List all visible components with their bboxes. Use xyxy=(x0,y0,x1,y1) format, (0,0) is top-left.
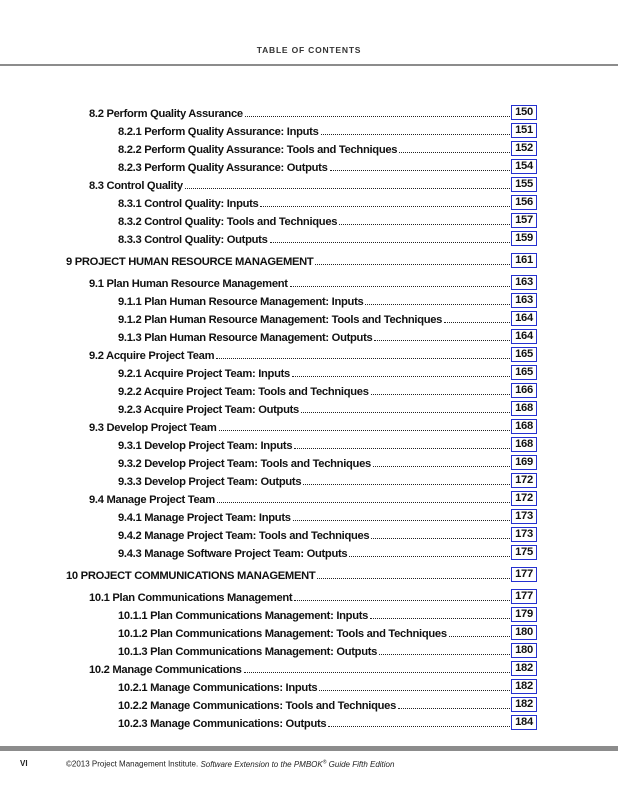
toc-entry[interactable] xyxy=(118,382,537,398)
toc-leader-dots xyxy=(294,448,510,449)
toc-entry[interactable] xyxy=(118,364,537,380)
toc-entry[interactable] xyxy=(66,252,537,268)
toc-page-link[interactable]: 173 xyxy=(511,509,537,524)
toc-leader-dots xyxy=(301,412,510,413)
toc-entry[interactable] xyxy=(118,328,537,344)
toc-leader-dots xyxy=(260,206,510,207)
toc-leader-dots xyxy=(245,116,510,117)
toc-entry-label: 8.2 Perform Quality Assurance xyxy=(89,108,243,120)
footer-copyright xyxy=(66,759,394,769)
toc-leader-dots xyxy=(185,188,510,189)
toc-entry[interactable] xyxy=(118,526,537,542)
toc-page-link[interactable]: 168 xyxy=(511,437,537,452)
toc-page-link[interactable]: 155 xyxy=(511,177,537,192)
toc-page-link[interactable]: 164 xyxy=(511,329,537,344)
toc-entry[interactable] xyxy=(89,660,537,676)
toc-leader-dots xyxy=(398,708,510,709)
toc-leader-dots xyxy=(371,538,510,539)
toc-page-link[interactable]: 159 xyxy=(511,231,537,246)
toc-entry-label: 9.3.2 Develop Project Team: Tools and Techniques xyxy=(118,458,371,470)
toc-entry-label: 9.2 Acquire Project Team xyxy=(89,350,215,362)
toc-leader-dots xyxy=(379,654,510,655)
toc-entry-label: 10.1 Plan Communications Management xyxy=(89,592,293,604)
toc-entry-label: 8.2.3 Perform Quality Assurance: Outputs xyxy=(118,162,328,174)
toc-entry-label: 9.3 Develop Project Team xyxy=(89,422,217,434)
toc-entry-label: 10.2.3 Manage Communications: Outputs xyxy=(118,718,327,730)
toc-entry-label: 9.1 Plan Human Resource Management xyxy=(89,278,288,290)
toc-entry[interactable] xyxy=(118,508,537,524)
toc-entry[interactable] xyxy=(118,678,537,694)
toc-leader-dots xyxy=(293,520,510,521)
toc-entry[interactable] xyxy=(118,122,537,138)
toc-leader-dots xyxy=(330,170,510,171)
toc-page-link[interactable]: 154 xyxy=(511,159,537,174)
toc-leader-dots xyxy=(244,672,510,673)
toc-entry-label: 8.2.2 Perform Quality Assurance: Tools and Techniques xyxy=(118,144,398,156)
toc-leader-dots xyxy=(370,618,510,619)
toc-leader-dots xyxy=(216,358,510,359)
toc-page-link[interactable]: 182 xyxy=(511,679,537,694)
toc-page-link[interactable]: 152 xyxy=(511,141,537,156)
toc-entry-label: 9.2.3 Acquire Project Team: Outputs xyxy=(118,404,299,416)
toc-entry-label: 9.1.2 Plan Human Resource Management: Tools and Techniques xyxy=(118,314,443,326)
toc-entry[interactable] xyxy=(118,194,537,210)
toc-entry-label: 10.1.1 Plan Communications Management: Inputs xyxy=(118,610,369,622)
toc-entry-label: 9 PROJECT HUMAN RESOURCE MANAGEMENT xyxy=(66,256,314,268)
toc-entry[interactable] xyxy=(118,212,537,228)
toc-page-link[interactable]: 169 xyxy=(511,455,537,470)
toc-entry[interactable] xyxy=(118,454,537,470)
toc-entry-label: 8.3.3 Control Quality: Outputs xyxy=(118,234,268,246)
toc-leader-dots xyxy=(328,726,510,727)
toc-leader-dots xyxy=(321,134,510,135)
toc-entry[interactable] xyxy=(89,274,537,290)
toc-page-link[interactable]: 165 xyxy=(511,347,537,362)
toc-entry[interactable] xyxy=(118,292,537,308)
toc-page-link[interactable]: 168 xyxy=(511,401,537,416)
toc-page-link[interactable]: 166 xyxy=(511,383,537,398)
toc-page-link[interactable]: 164 xyxy=(511,311,537,326)
toc-page-link[interactable]: 184 xyxy=(511,715,537,730)
toc-entry-label: 8.3.1 Control Quality: Inputs xyxy=(118,198,259,210)
toc-leader-dots xyxy=(315,264,510,265)
toc-entry-label: 8.3 Control Quality xyxy=(89,180,183,192)
registered-mark: ® xyxy=(322,759,327,765)
header-divider xyxy=(0,64,618,66)
toc-entry[interactable] xyxy=(118,400,537,416)
toc-leader-dots xyxy=(374,340,510,341)
toc-page-link[interactable]: 182 xyxy=(511,697,537,712)
toc-entry-label: 9.4.3 Manage Software Project Team: Outputs xyxy=(118,548,348,560)
toc-leader-dots xyxy=(449,636,510,637)
footer-book-title: Software Extension to the PMBOK® Guide Fifth Edition xyxy=(200,759,395,769)
toc-entry[interactable] xyxy=(89,490,537,506)
toc-page-link[interactable]: 173 xyxy=(511,527,537,542)
toc-entry[interactable] xyxy=(118,714,537,730)
toc-page-link[interactable]: 179 xyxy=(511,607,537,622)
toc-page-link[interactable]: 157 xyxy=(511,213,537,228)
toc-leader-dots xyxy=(373,466,510,467)
toc-leader-dots xyxy=(294,600,510,601)
toc-leader-dots xyxy=(339,224,510,225)
toc-entry-label: 9.2.1 Acquire Project Team: Inputs xyxy=(118,368,290,380)
toc-page-link[interactable]: 151 xyxy=(511,123,537,138)
footer-page-number: VI xyxy=(20,759,28,768)
toc-entry[interactable] xyxy=(118,606,537,622)
toc-entry[interactable] xyxy=(118,140,537,156)
toc-page-link[interactable]: 180 xyxy=(511,643,537,658)
toc-entry-label: 10.2.1 Manage Communications: Inputs xyxy=(118,682,318,694)
toc-entry-label: 8.3.2 Control Quality: Tools and Techniques xyxy=(118,216,338,228)
toc-leader-dots xyxy=(292,376,510,377)
toc-leader-dots xyxy=(303,484,510,485)
toc-leader-dots xyxy=(319,690,510,691)
toc-entry[interactable] xyxy=(118,436,537,452)
toc-entry[interactable] xyxy=(89,176,537,192)
toc-entry-label: 10 PROJECT COMMUNICATIONS MANAGEMENT xyxy=(66,570,316,582)
page-header-title: TABLE OF CONTENTS xyxy=(256,45,362,55)
toc-leader-dots xyxy=(217,502,510,503)
toc-entry[interactable] xyxy=(89,588,537,604)
toc-entry-label: 9.4 Manage Project Team xyxy=(89,494,215,506)
toc-page-link[interactable]: 165 xyxy=(511,365,537,380)
toc-leader-dots xyxy=(349,556,510,557)
toc-page-link[interactable]: 163 xyxy=(511,293,537,308)
toc-entry-label: 9.4.2 Manage Project Team: Tools and Techniques xyxy=(118,530,370,542)
toc-entry[interactable] xyxy=(118,310,537,326)
toc-entry-label: 10.1.3 Plan Communications Management: Outputs xyxy=(118,646,378,658)
toc-entry-label: 9.3.3 Develop Project Team: Outputs xyxy=(118,476,302,488)
footer-divider xyxy=(0,746,618,751)
toc-leader-dots xyxy=(371,394,510,395)
toc-entry-label: 9.4.1 Manage Project Team: Inputs xyxy=(118,512,291,524)
toc-entry-label: 9.2.2 Acquire Project Team: Tools and Techniques xyxy=(118,386,369,398)
toc-page-link[interactable]: 161 xyxy=(511,253,537,268)
footer-copyright-text: ©2013 Project Management Institute. xyxy=(66,759,199,769)
toc-leader-dots xyxy=(290,286,510,287)
toc-page-link[interactable]: 150 xyxy=(511,105,537,120)
toc-entry[interactable] xyxy=(118,544,537,560)
toc-page-link[interactable]: 168 xyxy=(511,419,537,434)
toc-entry-label: 10.2.2 Manage Communications: Tools and Techniques xyxy=(118,700,396,712)
toc-page-link[interactable]: 182 xyxy=(511,661,537,676)
toc-entry-label: 9.1.1 Plan Human Resource Management: Inputs xyxy=(118,296,364,308)
toc-entry[interactable] xyxy=(118,158,537,174)
toc-page-link[interactable]: 180 xyxy=(511,625,537,640)
toc-leader-dots xyxy=(270,242,511,243)
toc-leader-dots xyxy=(444,322,510,323)
toc-page-link[interactable]: 177 xyxy=(511,567,537,582)
toc-leader-dots xyxy=(219,430,510,431)
toc-entry-label: 9.1.3 Plan Human Resource Management: Outputs xyxy=(118,332,373,344)
toc-entry[interactable] xyxy=(118,472,537,488)
toc-entry-label: 10.2 Manage Communications xyxy=(89,664,242,676)
toc-page-link[interactable]: 163 xyxy=(511,275,537,290)
toc-entry[interactable] xyxy=(118,624,537,640)
toc-leader-dots xyxy=(365,304,510,305)
toc-page-link[interactable]: 172 xyxy=(511,491,537,506)
toc-entry[interactable] xyxy=(66,566,537,582)
toc-entry-label: 9.3.1 Develop Project Team: Inputs xyxy=(118,440,293,452)
toc-page-link[interactable]: 175 xyxy=(511,545,537,560)
toc-entry-label: 8.2.1 Perform Quality Assurance: Inputs xyxy=(118,126,319,138)
toc-leader-dots xyxy=(399,152,510,153)
toc-page-link[interactable]: 156 xyxy=(511,195,537,210)
toc-entry[interactable] xyxy=(118,642,537,658)
toc-entry[interactable] xyxy=(89,104,537,120)
toc-page-link[interactable]: 172 xyxy=(511,473,537,488)
toc-entry[interactable] xyxy=(89,418,537,434)
toc-page-link[interactable]: 177 xyxy=(511,589,537,604)
toc-leader-dots xyxy=(317,578,510,579)
toc-entry[interactable] xyxy=(118,696,537,712)
toc-entry[interactable] xyxy=(118,230,537,246)
toc-entry-label: 10.1.2 Plan Communications Management: Tools and Techniques xyxy=(118,628,447,640)
toc-entry[interactable] xyxy=(89,346,537,362)
